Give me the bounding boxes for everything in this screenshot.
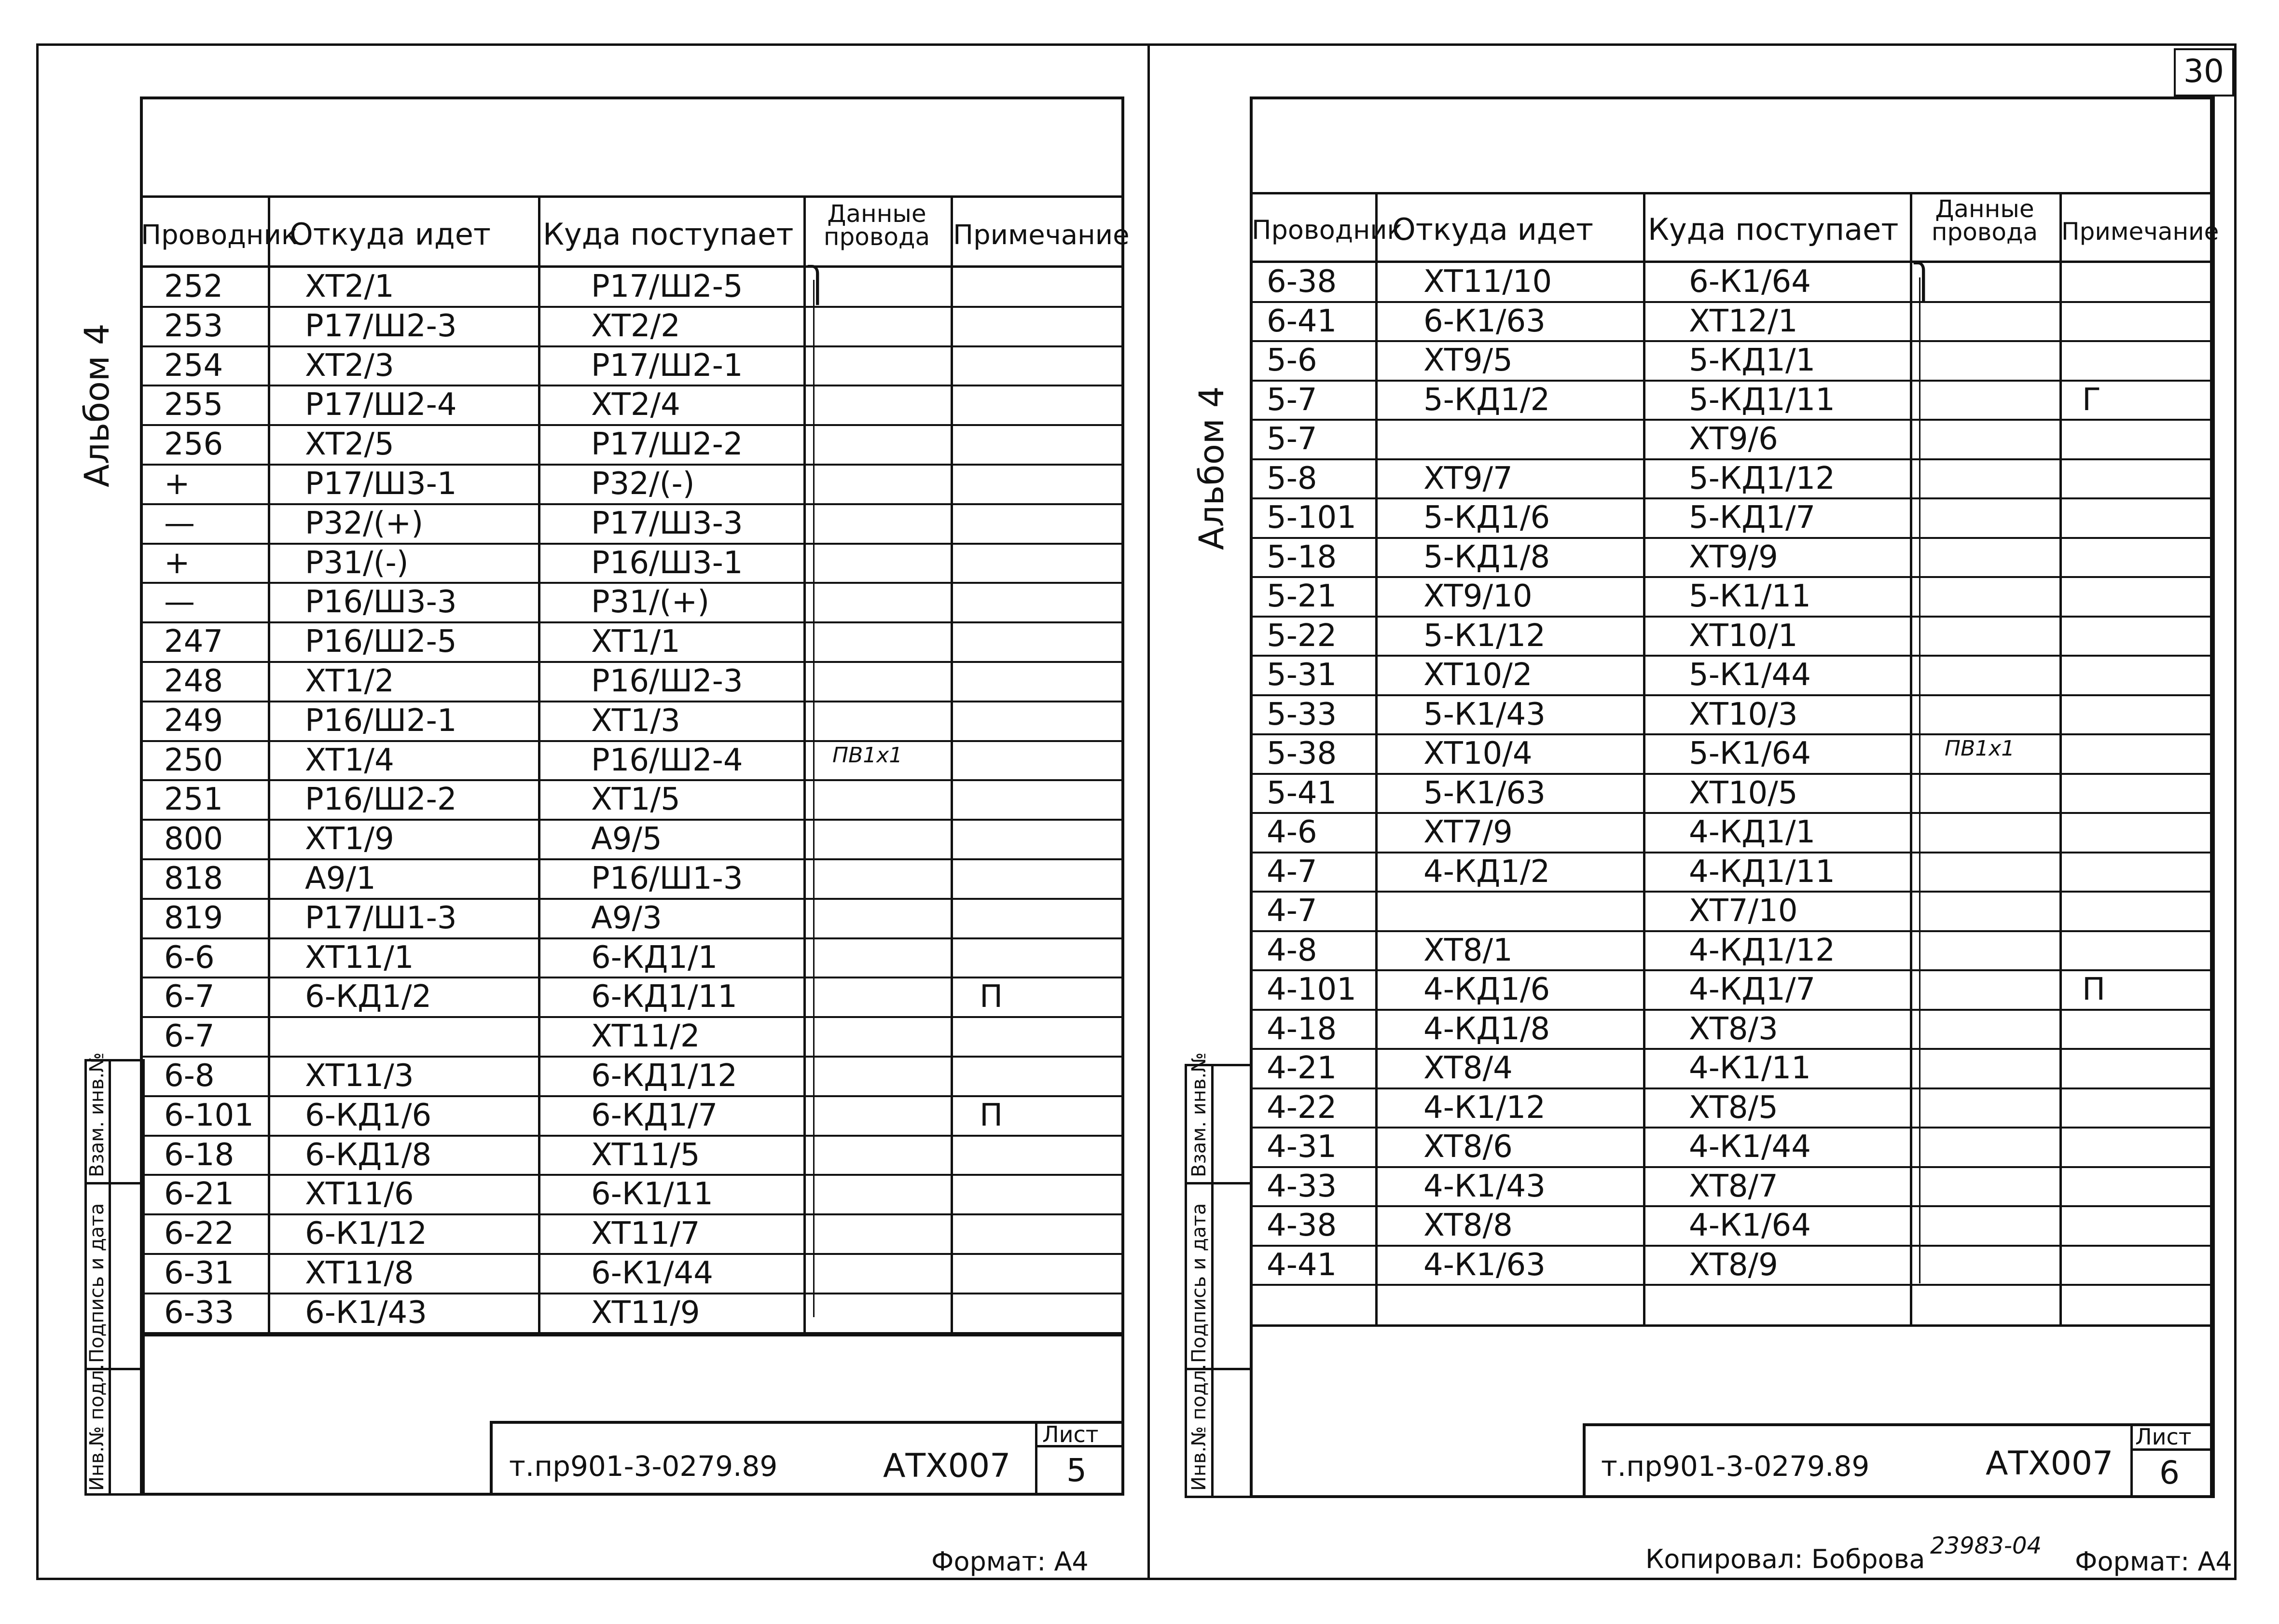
conductor-cell: 6-22	[164, 1216, 235, 1252]
table-row-line	[1250, 1245, 2215, 1247]
from-cell: XT11/1	[305, 939, 414, 976]
from-cell: XT2/1	[305, 269, 394, 304]
table-row-line	[1250, 1048, 2215, 1050]
to-cell: P16/Ш3-1	[591, 545, 743, 581]
right-side-sign-date: Подпись и дата	[1188, 1203, 1210, 1363]
from-cell: 5-КД1/8	[1423, 539, 1550, 575]
left-wire-brace	[813, 280, 815, 1317]
conductor-cell: 5-21	[1267, 578, 1337, 614]
conductor-cell: 248	[164, 663, 223, 699]
conductor-cell: 6-6	[164, 939, 215, 976]
to-cell: XT1/3	[591, 702, 680, 739]
from-cell: P17/Ш1-3	[305, 900, 457, 936]
to-cell: XT7/10	[1689, 893, 1798, 929]
to-cell: 5-КД1/7	[1689, 500, 1816, 536]
table-row-line	[140, 779, 1124, 781]
left-side-strip-divider	[109, 1059, 111, 1496]
from-cell: 6-К1/43	[305, 1294, 427, 1331]
to-cell: P17/Ш2-1	[591, 347, 743, 384]
to-cell: 5-К1/11	[1689, 578, 1811, 614]
left-header-note: Примечание	[953, 220, 1130, 251]
from-cell: 5-К1/12	[1423, 618, 1546, 654]
conductor-cell: 4-38	[1267, 1208, 1337, 1243]
to-cell: XT11/5	[591, 1137, 700, 1173]
left-table-bottom-line	[140, 1334, 1124, 1336]
right-format: Формат: А4	[2075, 1546, 2232, 1577]
left-format: Формат: А4	[931, 1546, 1089, 1577]
to-cell: 4-К1/11	[1689, 1050, 1811, 1086]
table-row-line	[140, 977, 1124, 978]
conductor-cell: 5-7	[1267, 421, 1317, 457]
right-header-to: Куда поступает	[1648, 212, 1899, 247]
right-col-line-2	[1643, 192, 1645, 1324]
table-row-line	[1250, 1205, 2215, 1207]
table-row-line	[140, 1293, 1124, 1294]
from-cell: P17/Ш2-4	[305, 387, 457, 423]
conductor-cell: 6-33	[164, 1294, 235, 1331]
sheet-separator	[1147, 43, 1150, 1580]
from-cell: XT9/10	[1423, 578, 1533, 614]
left-header-top-line	[140, 195, 1124, 198]
page-number: 30	[2183, 53, 2224, 90]
table-row-line	[1250, 419, 2215, 421]
from-cell: XT11/8	[305, 1255, 414, 1291]
left-side-strip-line-1	[84, 1182, 145, 1184]
right-header-note: Примечание	[2061, 218, 2219, 246]
table-row-line	[140, 385, 1124, 386]
table-row-line	[140, 543, 1124, 545]
to-cell: XT10/1	[1689, 618, 1798, 654]
to-cell: 6-К1/64	[1689, 264, 1811, 300]
to-cell: P32/(-)	[591, 466, 695, 502]
table-row-line	[1250, 773, 2215, 775]
from-cell: 6-К1/12	[305, 1216, 427, 1252]
to-cell: 4-К1/44	[1689, 1129, 1811, 1165]
conductor-cell: 5-101	[1267, 500, 1356, 536]
table-row-line	[140, 898, 1124, 900]
table-row-line	[1250, 576, 2215, 578]
from-cell: XT1/2	[305, 663, 394, 699]
from-cell: 4-КД1/2	[1423, 853, 1550, 890]
to-cell: XT1/1	[591, 624, 680, 660]
right-side-inv-podl: Инв.№ подл.	[1188, 1363, 1210, 1491]
to-cell: A9/3	[591, 900, 662, 936]
from-cell: XT8/4	[1423, 1050, 1513, 1086]
from-cell: P16/Ш2-2	[305, 782, 457, 818]
from-cell: XT1/9	[305, 821, 394, 857]
from-cell: XT11/6	[305, 1176, 414, 1212]
conductor-cell: 800	[164, 821, 223, 857]
from-cell: 6-КД1/2	[305, 979, 432, 1015]
to-cell: XT10/3	[1689, 696, 1798, 732]
table-row-line	[140, 937, 1124, 939]
table-row-line	[140, 582, 1124, 584]
left-stamp-doc: АТХ007	[883, 1447, 1011, 1485]
right-header-bottom-line	[1250, 261, 2215, 263]
conductor-cell: 4-31	[1267, 1129, 1337, 1165]
conductor-cell: 254	[164, 347, 223, 384]
to-cell: P16/Ш1-3	[591, 861, 743, 896]
table-row-line	[1250, 1087, 2215, 1089]
wire-data-cell: ПВ1х1	[1945, 736, 2015, 761]
to-cell: 4-КД1/11	[1689, 853, 1835, 890]
to-cell: 6-К1/11	[591, 1176, 713, 1212]
table-row-line	[1250, 733, 2215, 735]
left-stamp-sheet-label: Лист	[1042, 1421, 1099, 1447]
right-stamp-doc: АТХ007	[1986, 1445, 2113, 1483]
left-wire-brace-top: ⎫	[805, 265, 830, 304]
conductor-cell: 4-7	[1267, 893, 1317, 929]
conductor-cell: 256	[164, 427, 223, 463]
to-cell: XT9/6	[1689, 421, 1778, 457]
note-cell: П	[2082, 972, 2106, 1007]
note-cell: Г	[2082, 382, 2101, 418]
from-cell: P16/Ш2-5	[305, 624, 457, 660]
right-stamp-sheet-label: Лист	[2135, 1424, 2192, 1450]
from-cell: XT11/10	[1423, 264, 1552, 300]
table-row-line	[1250, 340, 2215, 342]
to-cell: 4-КД1/12	[1689, 932, 1835, 968]
to-cell: 4-К1/64	[1689, 1208, 1811, 1243]
to-cell: A9/5	[591, 821, 662, 857]
to-cell: XT9/9	[1689, 539, 1778, 575]
to-cell: P31/(+)	[591, 584, 710, 620]
right-header-conductor: Проводник	[1252, 215, 1403, 245]
table-row-line	[140, 740, 1124, 742]
table-row-line	[140, 1095, 1124, 1097]
conductor-cell: 4-33	[1267, 1168, 1337, 1204]
conductor-cell: —	[164, 584, 195, 620]
to-cell: P17/Ш2-2	[591, 427, 743, 463]
note-cell: П	[980, 1097, 1003, 1133]
table-row-line	[1250, 930, 2215, 932]
to-cell: 5-КД1/12	[1689, 460, 1835, 496]
conductor-cell: 5-7	[1267, 382, 1317, 418]
to-cell: XT2/4	[591, 387, 680, 423]
conductor-cell: 5-38	[1267, 736, 1337, 771]
right-album-label: Альбом 4	[1192, 386, 1231, 550]
conductor-cell: 250	[164, 742, 223, 778]
to-cell: XT2/2	[591, 308, 680, 344]
conductor-cell: 253	[164, 308, 223, 344]
from-cell: 4-К1/63	[1423, 1247, 1546, 1283]
conductor-cell: 4-6	[1267, 814, 1317, 850]
table-row-line	[1250, 1166, 2215, 1168]
right-stamp-sheet-no: 6	[2159, 1454, 2180, 1491]
right-stamp-code: т.пр901-3-0279.89	[1601, 1450, 1870, 1483]
left-side-inv-podl: Инв.№ подл.	[86, 1363, 108, 1491]
from-cell: A9/1	[305, 861, 376, 896]
table-row-line	[1250, 694, 2215, 696]
to-cell: XT11/9	[591, 1294, 700, 1331]
conductor-cell: 6-38	[1267, 264, 1337, 300]
table-row-line	[1250, 458, 2215, 460]
left-header-from: Откуда идет	[290, 217, 491, 252]
table-row-line	[1250, 1127, 2215, 1129]
right-copied-by: Копировал: Боброва	[1645, 1544, 1925, 1574]
left-col-line-4	[951, 195, 953, 1334]
to-cell: 4-КД1/7	[1689, 972, 1816, 1007]
left-col-line-2	[538, 195, 540, 1334]
conductor-cell: 5-31	[1267, 657, 1337, 693]
from-cell: 4-КД1/6	[1423, 972, 1550, 1007]
right-wire-brace-top: ⎫	[1911, 261, 1936, 301]
from-cell: XT8/6	[1423, 1129, 1513, 1165]
table-row-line	[1250, 616, 2215, 618]
left-side-sign-date: Подпись и дата	[86, 1203, 108, 1363]
from-cell: P31/(-)	[305, 545, 409, 581]
table-row-line	[140, 1016, 1124, 1018]
conductor-cell: 4-41	[1267, 1247, 1337, 1283]
to-cell: 5-К1/64	[1689, 736, 1811, 771]
table-row-line	[140, 424, 1124, 426]
table-row-line	[140, 1253, 1124, 1255]
wire-data-cell: ПВ1х1	[832, 743, 903, 768]
table-row-line	[1250, 891, 2215, 893]
to-cell: XT8/7	[1689, 1168, 1778, 1204]
right-header-from: Откуда идет	[1392, 212, 1594, 247]
from-cell: XT2/3	[305, 347, 394, 384]
from-cell: P17/Ш2-3	[305, 308, 457, 344]
left-header-bottom-line	[140, 265, 1124, 268]
table-row-line	[1250, 537, 2215, 539]
from-cell: 6-КД1/6	[305, 1097, 432, 1133]
to-cell: XT8/5	[1689, 1089, 1778, 1126]
right-table-bottom-line	[1250, 1324, 2215, 1327]
to-cell: XT8/3	[1689, 1011, 1778, 1047]
from-cell: 6-КД1/8	[305, 1137, 432, 1173]
table-row-line	[140, 1174, 1124, 1176]
table-row-line	[140, 1135, 1124, 1137]
from-cell: XT8/1	[1423, 932, 1513, 968]
from-cell: 5-КД1/2	[1423, 382, 1550, 418]
conductor-cell: 4-18	[1267, 1011, 1337, 1047]
right-header-top-line	[1250, 192, 2215, 194]
to-cell: XT1/5	[591, 782, 680, 818]
conductor-cell: 4-7	[1267, 853, 1317, 890]
left-header-to: Куда поступает	[543, 217, 794, 252]
note-cell: П	[980, 979, 1003, 1015]
to-cell: 6-К1/44	[591, 1255, 713, 1291]
table-row-line	[1250, 655, 2215, 657]
to-cell: P17/Ш2-5	[591, 269, 743, 304]
to-cell: XT10/5	[1689, 775, 1798, 811]
table-row-line	[140, 858, 1124, 860]
from-cell: P17/Ш3-1	[305, 466, 457, 502]
left-stamp-code: т.пр901-3-0279.89	[509, 1450, 778, 1483]
table-row-line	[1250, 301, 2215, 303]
table-row-line	[140, 306, 1124, 308]
to-cell: 6-КД1/7	[591, 1097, 718, 1133]
table-row-line	[140, 621, 1124, 623]
table-row-line	[1250, 380, 2215, 382]
right-col-line-4	[2059, 192, 2062, 1324]
conductor-cell: +	[164, 545, 190, 581]
left-album-label: Альбом 4	[77, 323, 117, 487]
conductor-cell: 5-22	[1267, 618, 1337, 654]
from-cell: P16/Ш3-3	[305, 584, 457, 620]
right-header-wire-data: Данные провода	[1931, 195, 2038, 246]
from-cell: 4-К1/12	[1423, 1089, 1546, 1126]
from-cell: 6-К1/63	[1423, 303, 1546, 339]
conductor-cell: 5-6	[1267, 343, 1317, 378]
from-cell: XT11/3	[305, 1058, 414, 1094]
from-cell: 4-К1/43	[1423, 1168, 1546, 1204]
to-cell: P16/Ш2-3	[591, 663, 743, 699]
conductor-cell: —	[164, 505, 195, 541]
left-stamp-sheet-no: 5	[1066, 1452, 1087, 1489]
table-row-line	[1250, 812, 2215, 814]
from-cell: 5-К1/43	[1423, 696, 1546, 732]
conductor-cell: 255	[164, 387, 223, 423]
conductor-cell: 819	[164, 900, 223, 936]
conductor-cell: 6-7	[164, 1018, 215, 1055]
left-stamp-divider	[1035, 1421, 1037, 1496]
conductor-cell: 4-8	[1267, 932, 1317, 968]
conductor-cell: 5-18	[1267, 539, 1337, 575]
from-cell: 5-К1/63	[1423, 775, 1546, 811]
conductor-cell: 6-18	[164, 1137, 235, 1173]
table-row-line	[140, 661, 1124, 663]
table-row-line	[140, 345, 1124, 347]
conductor-cell: 251	[164, 782, 223, 818]
to-cell: XT8/9	[1689, 1247, 1778, 1283]
table-row-line	[140, 819, 1124, 821]
from-cell: XT10/4	[1423, 736, 1533, 771]
to-cell: 6-КД1/11	[591, 979, 737, 1015]
from-cell: XT2/5	[305, 427, 394, 463]
conductor-cell: 5-33	[1267, 696, 1337, 732]
conductor-cell: 6-21	[164, 1176, 235, 1212]
conductor-cell: 6-8	[164, 1058, 215, 1094]
right-side-strip-divider	[1211, 1064, 1214, 1498]
left-header-wire-data: Данные провода	[823, 200, 930, 251]
conductor-cell: 5-8	[1267, 460, 1317, 496]
from-cell: 4-КД1/8	[1423, 1011, 1550, 1047]
from-cell: XT9/5	[1423, 343, 1513, 378]
conductor-cell: 6-7	[164, 979, 215, 1015]
to-cell: 5-КД1/1	[1689, 343, 1816, 378]
right-col-line-3	[1910, 192, 1912, 1324]
from-cell: 5-КД1/6	[1423, 500, 1550, 536]
from-cell: XT1/4	[305, 742, 394, 778]
table-row-line	[140, 1213, 1124, 1215]
left-header-conductor: Проводник	[141, 220, 298, 251]
table-row-line	[1250, 969, 2215, 971]
conductor-cell: 4-101	[1267, 972, 1356, 1007]
table-row-line	[1250, 852, 2215, 853]
right-frame-inner-border	[2210, 96, 2212, 1498]
right-side-vzam: Взам. инв.№	[1188, 1052, 1210, 1177]
table-row-line	[140, 1332, 1124, 1334]
conductor-cell: 818	[164, 861, 223, 896]
right-side-strip-line-1	[1185, 1182, 1252, 1184]
from-cell: XT7/9	[1423, 814, 1513, 850]
to-cell: XT12/1	[1689, 303, 1798, 339]
table-row-line	[140, 464, 1124, 466]
from-cell: P32/(+)	[305, 505, 424, 541]
to-cell: P17/Ш3-3	[591, 505, 743, 541]
to-cell: 5-КД1/11	[1689, 382, 1835, 418]
conductor-cell: 249	[164, 702, 223, 739]
conductor-cell: +	[164, 466, 190, 502]
from-cell: XT10/2	[1423, 657, 1533, 693]
left-col-line-1	[268, 195, 270, 1334]
left-side-vzam: Взам. инв.№	[86, 1052, 108, 1177]
from-cell: XT9/7	[1423, 460, 1513, 496]
table-row-line	[1250, 1284, 2215, 1286]
conductor-cell: 4-21	[1267, 1050, 1337, 1086]
conductor-cell: 5-41	[1267, 775, 1337, 811]
to-cell: 4-КД1/1	[1689, 814, 1816, 850]
left-col-line-3	[803, 195, 806, 1334]
to-cell: XT11/2	[591, 1018, 700, 1055]
to-cell: P16/Ш2-4	[591, 742, 743, 778]
table-row-line	[1250, 1009, 2215, 1011]
conductor-cell: 6-101	[164, 1097, 254, 1133]
conductor-cell: 247	[164, 624, 223, 660]
table-row-line	[140, 1056, 1124, 1058]
conductor-cell: 6-41	[1267, 303, 1337, 339]
from-cell: XT8/8	[1423, 1208, 1513, 1243]
table-row-line	[1250, 497, 2215, 499]
right-stamp-divider	[2130, 1423, 2133, 1498]
right-col-line-1	[1375, 192, 1378, 1324]
to-cell: 6-КД1/1	[591, 939, 718, 976]
conductor-cell: 6-31	[164, 1255, 235, 1291]
to-cell: 5-К1/44	[1689, 657, 1811, 693]
conductor-cell: 4-22	[1267, 1089, 1337, 1126]
to-cell: 6-КД1/12	[591, 1058, 737, 1094]
table-row-line	[140, 701, 1124, 702]
from-cell: P16/Ш2-1	[305, 702, 457, 739]
table-row-line	[140, 503, 1124, 505]
right-wire-brace	[1919, 277, 1920, 1283]
right-order-number: 23983-04	[1930, 1532, 2042, 1559]
conductor-cell: 252	[164, 269, 223, 304]
to-cell: XT11/7	[591, 1216, 700, 1252]
